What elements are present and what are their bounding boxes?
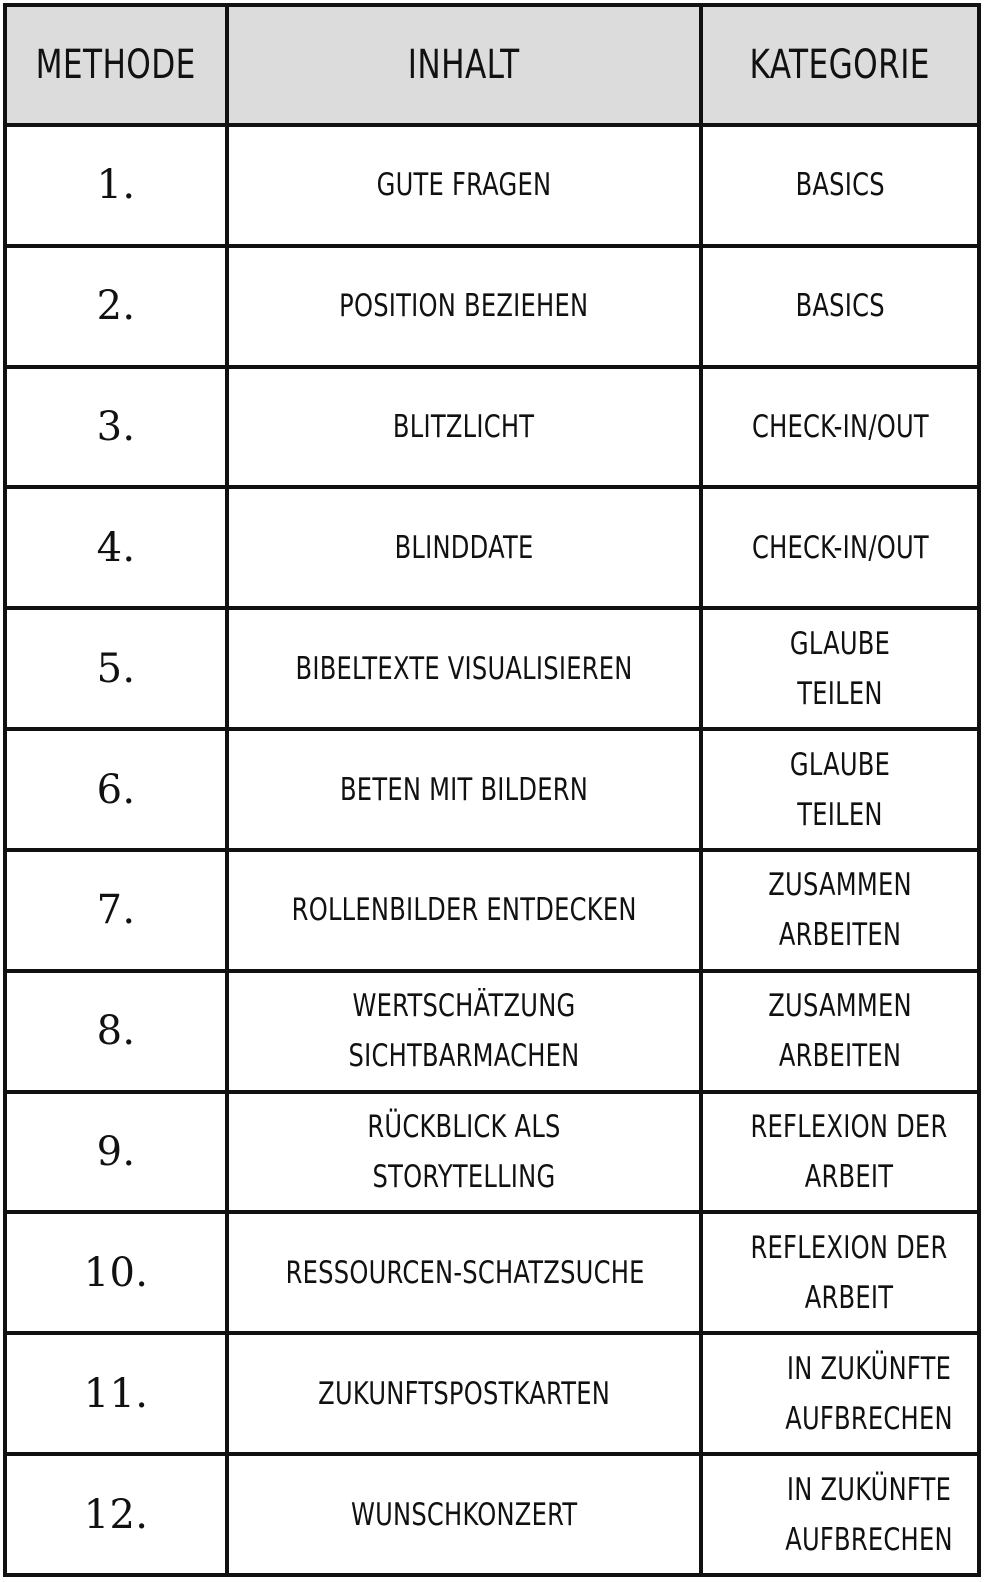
method-number: 1. [5,125,227,246]
method-category: IN ZUKÜNFTE AUFBRECHEN [701,1333,979,1454]
method-number: 6. [5,729,227,850]
header-row [5,5,979,125]
table-row [5,1333,979,1454]
table-row [5,125,979,246]
table-row [5,971,979,1092]
method-category: BASICS [701,125,979,246]
method-content: ZUKUNFTSPOSTKARTEN [227,1333,701,1454]
method-number: 3. [5,367,227,488]
table-row [5,1212,979,1333]
method-content: BLITZLICHT [227,367,701,488]
header-category: KATEGORIE [701,5,979,125]
method-number: 10. [5,1212,227,1333]
method-category: ZUSAMMEN ARBEITEN [701,850,979,971]
method-content: BIBELTEXTE VISUALISIEREN [227,608,701,729]
method-category: ZUSAMMEN ARBEITEN [701,971,979,1092]
table-row [5,729,979,850]
method-number: 11. [5,1333,227,1454]
table-row [5,1454,979,1575]
table-body [5,125,979,1575]
method-number: 7. [5,850,227,971]
table-row [5,850,979,971]
method-category: CHECK-IN/OUT [701,367,979,488]
method-content: BETEN MIT BILDERN [227,729,701,850]
method-category: CHECK-IN/OUT [701,487,979,608]
table-row [5,246,979,367]
method-number: 2. [5,246,227,367]
table-header [5,5,979,125]
methods-table [3,3,981,1577]
method-number: 5. [5,608,227,729]
method-number: 4. [5,487,227,608]
method-content: GUTE FRAGEN [227,125,701,246]
table-row [5,487,979,608]
method-content: ROLLENBILDER ENTDECKEN [227,850,701,971]
table-row [5,367,979,488]
method-number: 9. [5,1092,227,1213]
method-category: GLAUBE TEILEN [701,608,979,729]
method-category: REFLEXION DER ARBEIT [701,1092,979,1213]
method-category: IN ZUKÜNFTE AUFBRECHEN [701,1454,979,1575]
method-content: RÜCKBLICK ALS STORYTELLING [227,1092,701,1213]
method-category: REFLEXION DER ARBEIT [701,1212,979,1333]
table-row [5,1092,979,1213]
header-content: INHALT [227,5,701,125]
method-category: BASICS [701,246,979,367]
methods-sheet [3,3,981,1579]
method-content: POSITION BEZIEHEN [227,246,701,367]
method-number: 12. [5,1454,227,1575]
table-row [5,608,979,729]
method-category: GLAUBE TEILEN [701,729,979,850]
header-method: METHODE [5,5,227,125]
method-content: WERTSCHÄTZUNG SICHTBARMACHEN [227,971,701,1092]
method-content: RESSOURCEN-SCHATZSUCHE [227,1212,701,1333]
method-content: BLINDDATE [227,487,701,608]
method-content: WUNSCHKONZERT [227,1454,701,1575]
method-number: 8. [5,971,227,1092]
